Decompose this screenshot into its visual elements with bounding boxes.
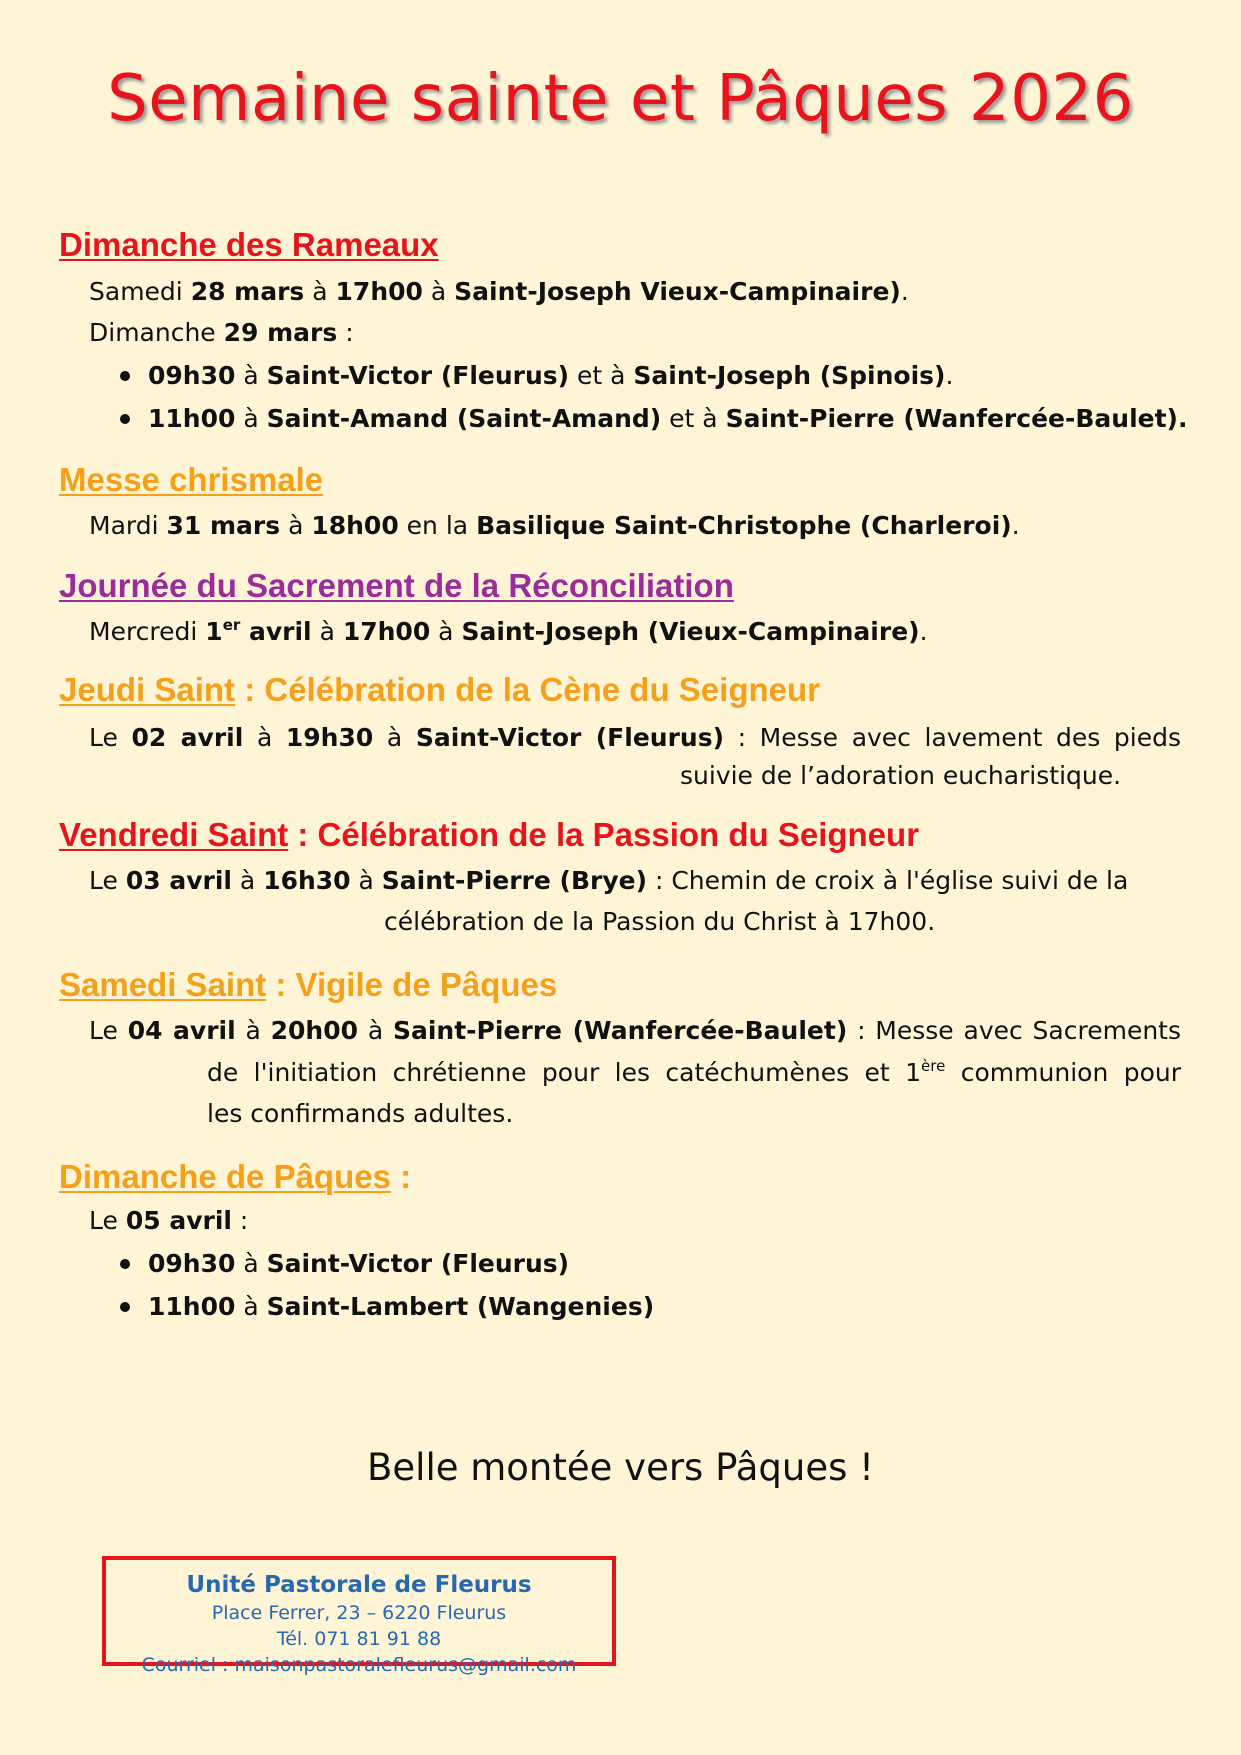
section-heading-vendredi: Vendredi Saint : Célébration de la Passion du Seigneur [59, 816, 920, 853]
rameaux-line-dimanche: Dimanche 29 mars : [89, 318, 354, 347]
section-heading-rameaux: Dimanche des Rameaux [59, 226, 439, 263]
bullet-dot [120, 1259, 130, 1269]
rameaux-bullet-2: 11h00 à Saint-Amand (Saint-Amand) et à Saint-Pierre (Wanfercée-Baulet). [148, 404, 1188, 433]
contact-name: Unité Pastorale de Fleurus [186, 1572, 532, 1598]
section-heading-chrismale: Messe chrismale [59, 461, 324, 498]
section-heading-paques: Dimanche de Pâques : [59, 1158, 412, 1195]
vendredi-line-1: Le 03 avril à 16h30 à Saint-Pierre (Brye) : Chemin de croix à l'église suivi de la [89, 866, 1129, 895]
paques-bullet-2: 11h00 à Saint-Lambert (Wangenies) [148, 1292, 655, 1321]
bullet-dot [120, 414, 130, 424]
section-heading-jeudi: Jeudi Saint : Célébration de la Cène du Seigneur [59, 671, 820, 708]
contact-phone: Tél. 071 81 91 88 [276, 1628, 442, 1650]
bullet-dot [120, 1302, 130, 1312]
jeudi-line-1: Le 02 avril à 19h30 à Saint-Victor (Fleurus) : Messe avec lavement des pieds [89, 723, 1181, 752]
section-heading-samedi: Samedi Saint : Vigile de Pâques [59, 966, 558, 1003]
contact-email: Courriel : maisonpastoralefleurus@gmail.com [141, 1654, 577, 1676]
reconciliation-line: Mercredi 1er avril à 17h00 à Saint-Joseph (Vieux-Campinaire). [89, 616, 928, 646]
bullet-dot [120, 371, 130, 381]
vendredi-line-2: célébration de la Passion du Christ à 17h00. [384, 907, 936, 936]
paques-bullet-1: 09h30 à Saint-Victor (Fleurus) [148, 1249, 570, 1278]
contact-address: Place Ferrer, 23 – 6220 Fleurus [211, 1602, 507, 1624]
paques-line: Le 05 avril : [89, 1206, 249, 1235]
rameaux-line-samedi: Samedi 28 mars à 17h00 à Saint-Joseph Vieux-Campinaire). [89, 277, 909, 306]
jeudi-line-2: suivie de l’adoration eucharistique. [680, 761, 1122, 790]
rameaux-bullet-1: 09h30 à Saint-Victor (Fleurus) et à Saint-Joseph (Spinois). [148, 361, 954, 390]
chrismale-line: Mardi 31 mars à 18h00 en la Basilique Saint-Christophe (Charleroi). [89, 511, 1020, 540]
samedi-line-2: de l'initiation chrétienne pour les catéchumènes et 1ère communion pour [207, 1057, 1182, 1087]
samedi-line-1: Le 04 avril à 20h00 à Saint-Pierre (Wanfercée-Baulet) : Messe avec Sacrements [89, 1016, 1182, 1045]
contact-box [102, 1556, 616, 1676]
page-title: Semaine sainte et Pâques 2026 [107, 62, 1134, 136]
closing-message: Belle montée vers Pâques ! [367, 1446, 874, 1489]
samedi-line-3: les confirmands adultes. [207, 1099, 514, 1128]
section-heading-reconciliation: Journée du Sacrement de la Réconciliation [59, 567, 734, 604]
